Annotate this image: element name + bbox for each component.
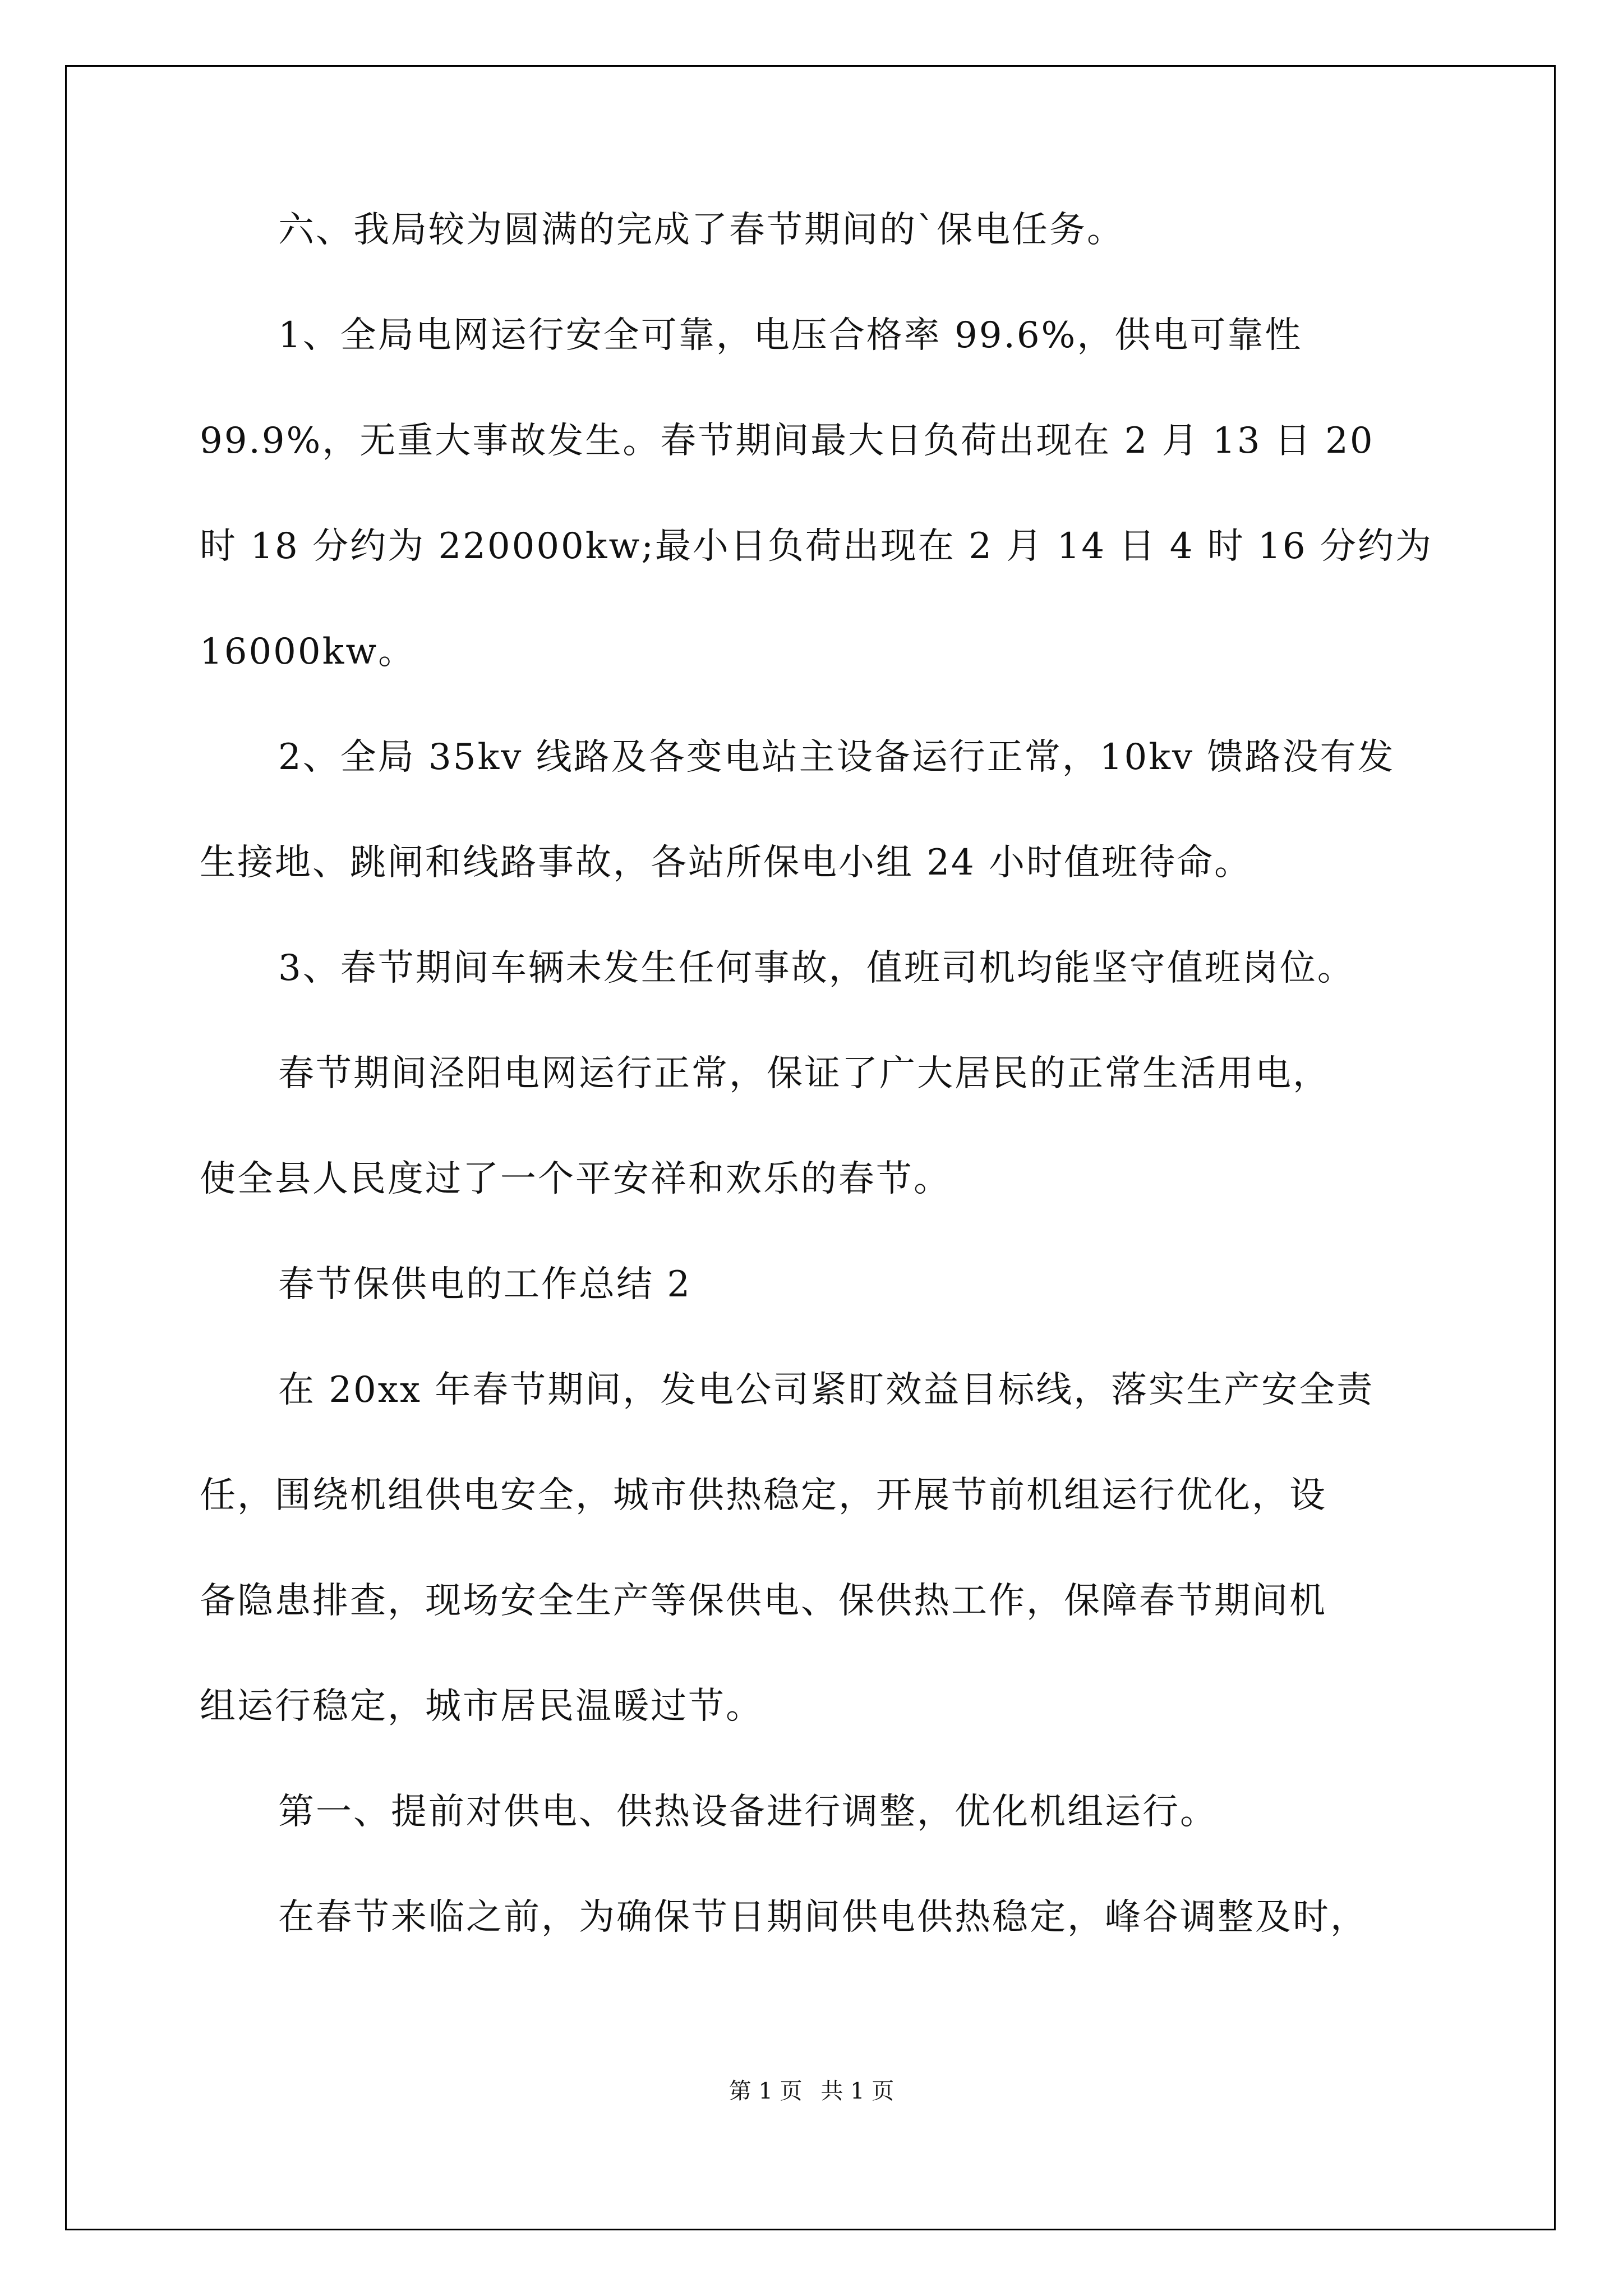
page-footer (0, 2077, 1623, 2106)
text-line: 第一、提前对供电、供热设备进行调整，优化机组运行。 (278, 1791, 1218, 1833)
text-line: 生接地、跳闸和线路事故，各站所保电小组 24 小时值班待命。 (200, 842, 1252, 884)
text-line: 1、全局电网运行安全可靠，电压合格率 99.6%，供电可靠性 (278, 315, 1303, 356)
text-line: 2、全局 35kv 线路及各变电站主设备运行正常，10kv 馈路没有发 (278, 737, 1395, 778)
text-line: 任，围绕机组供电安全，城市供热稳定，开展节前机组运行优化，设 (200, 1475, 1327, 1516)
text-line: 组运行稳定，城市居民温暖过节。 (200, 1686, 763, 1727)
section-heading: 春节保供电的工作总结 2 (278, 1264, 692, 1305)
text-line: 时 18 分约为 220000kw;最小日负荷出现在 2 月 14 日 4 时 16 分约为 (200, 526, 1433, 567)
text-line: 六、我局较为圆满的完成了春节期间的`保电任务。 (278, 209, 1124, 251)
text-line: 在 20xx 年春节期间，发电公司紧盯效益目标线，落实生产安全责 (278, 1369, 1375, 1411)
page-number: 第 1 页 (728, 2078, 803, 2104)
text-line: 春节期间泾阳电网运行正常，保证了广大居民的正常生活用电， (278, 1053, 1330, 1094)
text-line: 在春节来临之前，为确保节日期间供电供热稳定，峰谷调整及时， (278, 1897, 1368, 1938)
text-line: 使全县人民度过了一个平安祥和欢乐的春节。 (200, 1158, 951, 1200)
text-line: 16000kw。 (200, 631, 416, 673)
text-line: 99.9%，无重大事故发生。春节期间最大日负荷出现在 2 月 13 日 20 (200, 420, 1375, 462)
text-line: 备隐患排查，现场安全生产等保供电、保供热工作，保障春节期间机 (200, 1580, 1327, 1622)
page-total: 共 1 页 (820, 2078, 895, 2104)
text-line: 3、春节期间车辆未发生任何事故，值班司机均能坚守值班岗位。 (278, 947, 1355, 989)
